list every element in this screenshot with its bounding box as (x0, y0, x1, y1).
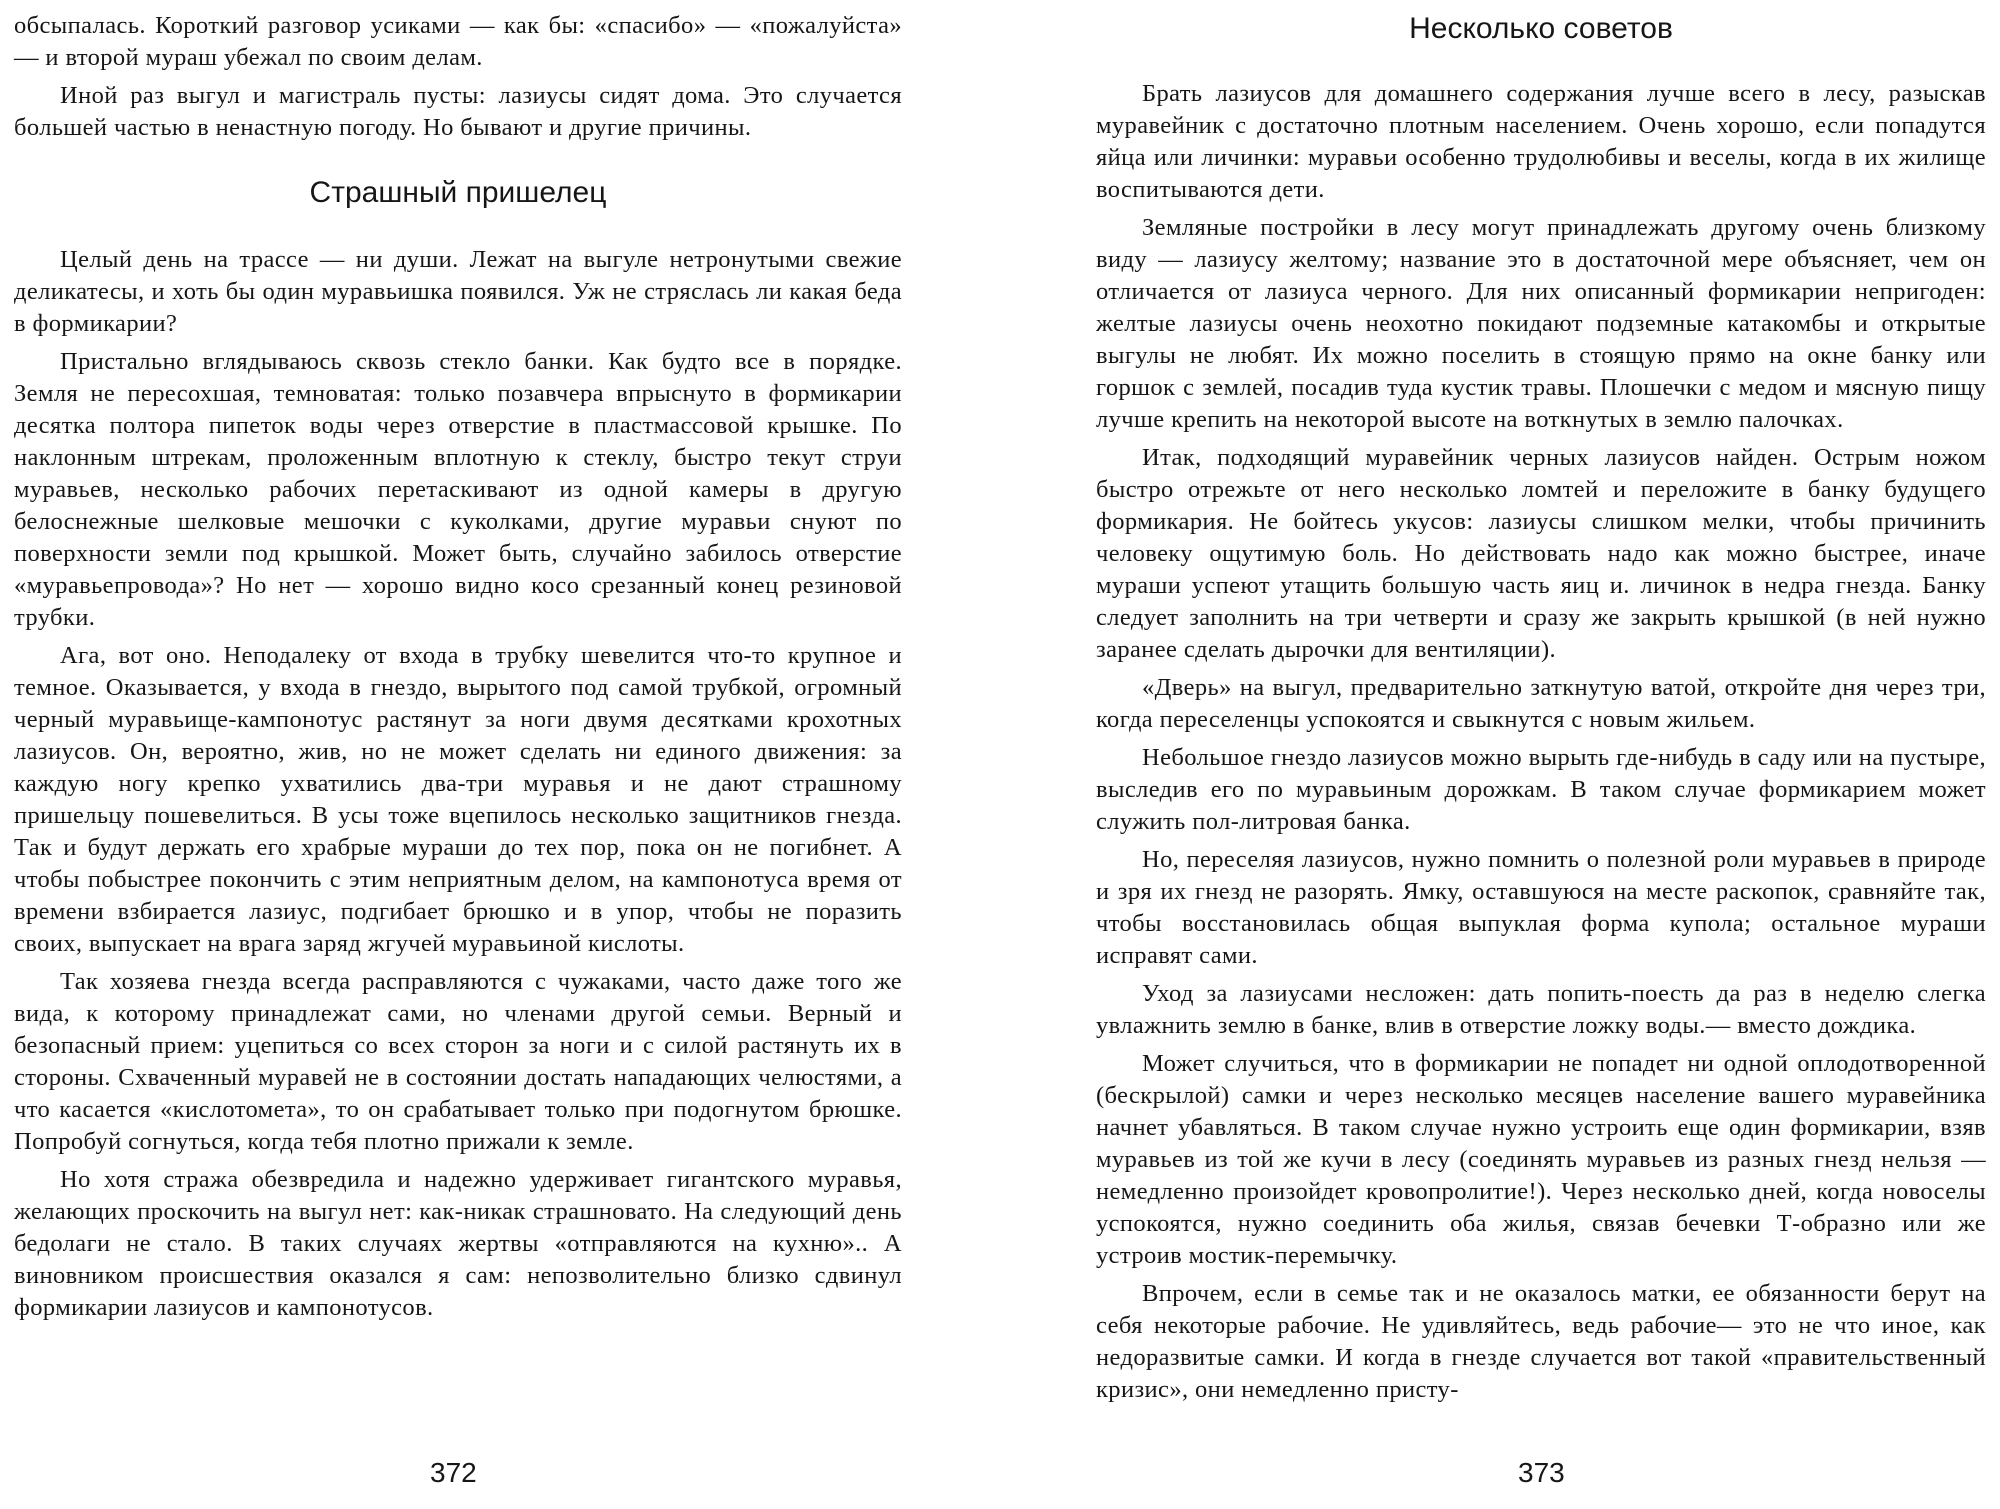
right-paragraph-9: Впрочем, если в семье так и не оказалось матки, ее обязанности берут на себя некоторые рабочие. Не удивляйтесь, ведь рабочие— это не что иное, как недоразвитые самки. И когда в гнезде случается вот такой «правительственный кризис», они немедленно присту- (1096, 1280, 1986, 1403)
right-paragraph-6: Но, переселяя лазиусов, нужно помнить о полезной роли муравьев в природе и зря их гнезд не разорять. Ямку, оставшуюся на месте раскопок, сравняйте так, чтобы восстановилась общая выпуклая форма купола; остальное мураши исправят сами. (1096, 846, 1986, 969)
right-paragraph-4: «Дверь» на выгул, предварительно заткнутую ватой, откройте дня через три, когда переселенцы успокоятся и свыкнутся с новым жильем. (1096, 674, 1986, 733)
right-paragraph-2: Земляные постройки в лесу могут принадлежать другому очень близкому виду — лазиусу желтому; название это в достаточной мере объясняет, чем он отличается от лазиуса черного. Для них описанный формикарии непригоден: желтые лазиусы очень неохотно покидают подземные катакомбы и открытые выгулы не любят. Их можно поселить в стоящую прямо на окне банку или горшок с землей, посадив туда кустик травы. Плошечки с медом и мясную пищу лучше крепить на некоторой высоте на воткнутых в землю палочках. (1096, 214, 1986, 433)
left-intro-paragraph-2: Иной раз выгул и магистраль пусты: лазиусы сидят дома. Это случается большей частью в ненастную погоду. Но бывают и другие причины. (14, 82, 902, 141)
left-intro-paragraph-1: обсыпалась. Короткий разговор усиками — как бы: «спасибо» — «пожалуйста» — и второй мураш убежал по своим делам. (14, 12, 902, 71)
left-paragraph-5: Но хотя стража обезвредила и надежно удерживает гигантского муравья, желающих проскочить на выгул нет: как-никак страшновато. На следующий день бедолаги не стало. В таких случаях жертвы «отправляются на кухню».. А виновником происшествия оказался я сам: непозволительно близко сдвинул формикарии лазиусов и кампонотусов. (14, 1166, 902, 1321)
left-paragraph-1: Целый день на трассе — ни души. Лежат на выгуле нетронутыми свежие деликатесы, и хоть бы один муравьишка появился. Уж не стряслась ли какая беда в формикарии? (14, 246, 902, 337)
right-paragraph-7: Уход за лазиусами несложен: дать попить-поесть да раз в неделю слегка увлажнить землю в банке, влив в отверстие ложку воды.— вместо дождика. (1096, 980, 1986, 1039)
right-page-number: 373 (1518, 1457, 1565, 1488)
left-paragraph-3: Ага, вот оно. Неподалеку от входа в трубку шевелится что-то крупное и темное. Оказывается, у входа в гнездо, вырытого под самой трубкой, огромный черный муравьище-кампонотус растянут за ноги двумя десятками крохотных лазиусов. Он, вероятно, жив, но не может сделать ни единого движения: за каждую ногу крепко ухватились два-три муравья и не дают страшному пришельцу пошевелиться. В усы тоже вцепилось несколько защитников гнезда. Так и будут держать его храбрые мураши до тех пор, пока он не погибнет. А чтобы побыстрее покончить с этим неприятным делом, на кампонотуса время от времени взбирается лазиус, подгибает брюшко и в упор, чтобы не поразить своих, выпускает на врага заряд жгучей муравьиной кислоты. (14, 642, 902, 957)
left-section-heading: Страшный пришелец (309, 176, 607, 209)
right-page-text-column (1096, 10, 1986, 1406)
right-paragraph-5: Небольшое гнездо лазиусов можно вырыть где-нибудь в саду или на пустыре, выследив его по муравьиным дорожкам. В таком случае формикарием может служить пол-литровая банка. (1096, 744, 1986, 835)
right-page (1000, 0, 2000, 1509)
left-paragraph-2: Пристально вглядываюсь сквозь стекло банки. Как будто все в порядке. Земля не пересохшая, темноватая: только позавчера впрыснуто в формикарии десятка полтора пипеток воды через отверстие в пластмассовой крышке. По наклонным штрекам, проложенным вплотную к стеклу, быстро текут струи муравьев, несколько рабочих перетаскивают из одной камеры в другую белоснежные шелковые мешочки с куколками, другие муравьи снуют по поверхности земли под крышкой. Может быть, случайно забилось отверстие «муравьепровода»? Но нет — хорошо видно косо срезанный конец резиновой трубки. (14, 348, 902, 631)
left-page-number: 372 (430, 1457, 477, 1488)
right-section-heading: Несколько советов (1409, 12, 1673, 45)
left-page-text-column (14, 10, 902, 1324)
right-paragraph-3: Итак, подходящий муравейник черных лазиусов найден. Острым ножом быстро отрежьте от него несколько ломтей и переложите в банку будущего формикария. Не бойтесь укусов: лазиусы слишком мелки, чтобы причинить человеку ощутимую боль. Но действовать надо как можно быстрее, иначе мураши успеют утащить большую часть яиц и. личинок в недра гнезда. Банку следует заполнить на три четверти и сразу же закрыть крышкой (в ней нужно заранее сделать дырочки для вентиляции). (1096, 444, 1986, 663)
left-paragraph-4: Так хозяева гнезда всегда расправляются с чужаками, часто даже того же вида, к которому принадлежат сами, но членами другой семьи. Верный и безопасный прием: уцепиться со всех сторон за ноги и с силой растянуть их в стороны. Схваченный муравей не в состоянии достать нападающих челюстями, а что касается «кислотомета», то он срабатывает только при подогнутом брюшке. Попробуй согнуться, когда тебя плотно прижали к земле. (14, 968, 902, 1155)
right-paragraph-8: Может случиться, что в формикарии не попадет ни одной оплодотворенной (бескрылой) самки и через несколько месяцев население вашего муравейника начнет убавляться. В таком случае нужно устроить еще один формикарии, взяв муравьев из той же кучи в лесу (соединять муравьев из разных гнезд нельзя — немедленно произойдет кровопролитие!). Через несколько дней, когда новоселы успокоятся, нужно соединить оба жилья, связав бечевки Т-образно или же устроив мостик-перемычку. (1096, 1050, 1986, 1269)
right-paragraph-1: Брать лазиусов для домашнего содержания лучше всего в лесу, разыскав муравейник с достаточно плотным населением. Очень хорошо, если попадутся яйца или личинки: муравьи особенно трудолюбивы и веселы, когда в их жилище воспитываются дети. (1096, 80, 1986, 203)
